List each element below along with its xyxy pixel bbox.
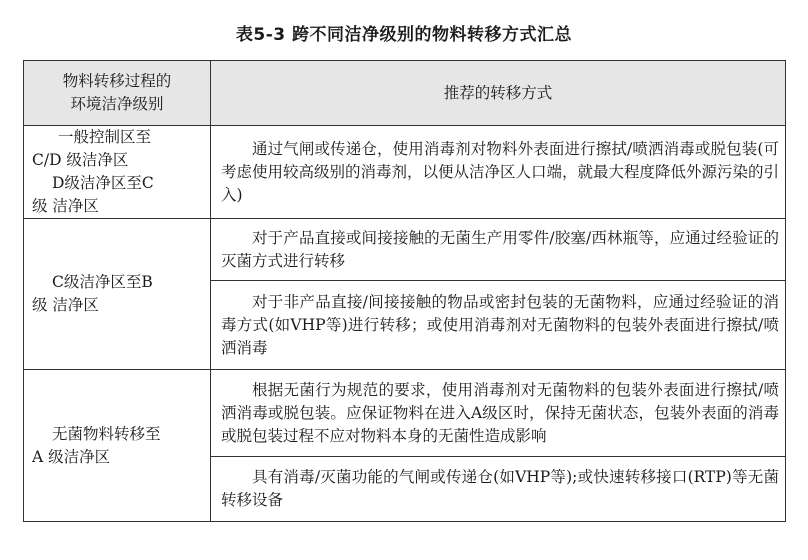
transfer-methods-table bbox=[23, 60, 786, 522]
env-level-cell: C级洁净区至B 级 洁净区 bbox=[24, 219, 211, 370]
table-row bbox=[24, 219, 786, 281]
table-header-row bbox=[24, 61, 786, 126]
header-transfer-method: 推荐的转移方式 bbox=[211, 61, 786, 126]
table-title: 表5-3 跨不同洁净级别的物料转移方式汇总 bbox=[235, 25, 573, 45]
header-env-level: 物料转移过程的 环境洁净级别 bbox=[24, 61, 211, 126]
env-level-cell: 一般控制区至 C/D 级洁净区 D级洁净区至C 级 洁净区 bbox=[24, 126, 211, 219]
table-row bbox=[24, 370, 786, 457]
env-level-cell: 无菌物料转移至 A 级洁净区 bbox=[24, 370, 211, 522]
transfer-method-cell: 对于非产品直接/间接接触的物品或密封包装的无菌物料，应通过经验证的消毒方式(如VHP等)进行转移；或使用消毒剂对无菌物料的包装外表面进行擦拭/喷洒消毒 bbox=[211, 281, 786, 370]
transfer-method-cell: 具有消毒/灭菌功能的气闸或传递仓(如VHP等);或快速转移接口(RTP)等无菌转移设备 bbox=[211, 457, 786, 522]
table-row bbox=[24, 126, 786, 219]
transfer-method-cell: 对于产品直接或间接接触的无菌生产用零件/胶塞/西林瓶等，应通过经验证的灭菌方式进行转移 bbox=[211, 219, 786, 281]
transfer-method-cell: 根据无菌行为规范的要求，使用消毒剂对无菌物料的包装外表面进行擦拭/喷洒消毒或脱包装。应保证物料在进入A级区时，保持无菌状态，包装外表面的消毒或脱包装过程不应对物料本身的无菌性造成影响 bbox=[211, 370, 786, 457]
transfer-method-cell: 通过气闸或传递仓，使用消毒剂对物料外表面进行擦拭/喷洒消毒或脱包装(可考虑使用较高级别的消毒剂，以便从洁净区人口端，就最大程度降低外源污染的引入) bbox=[211, 126, 786, 219]
